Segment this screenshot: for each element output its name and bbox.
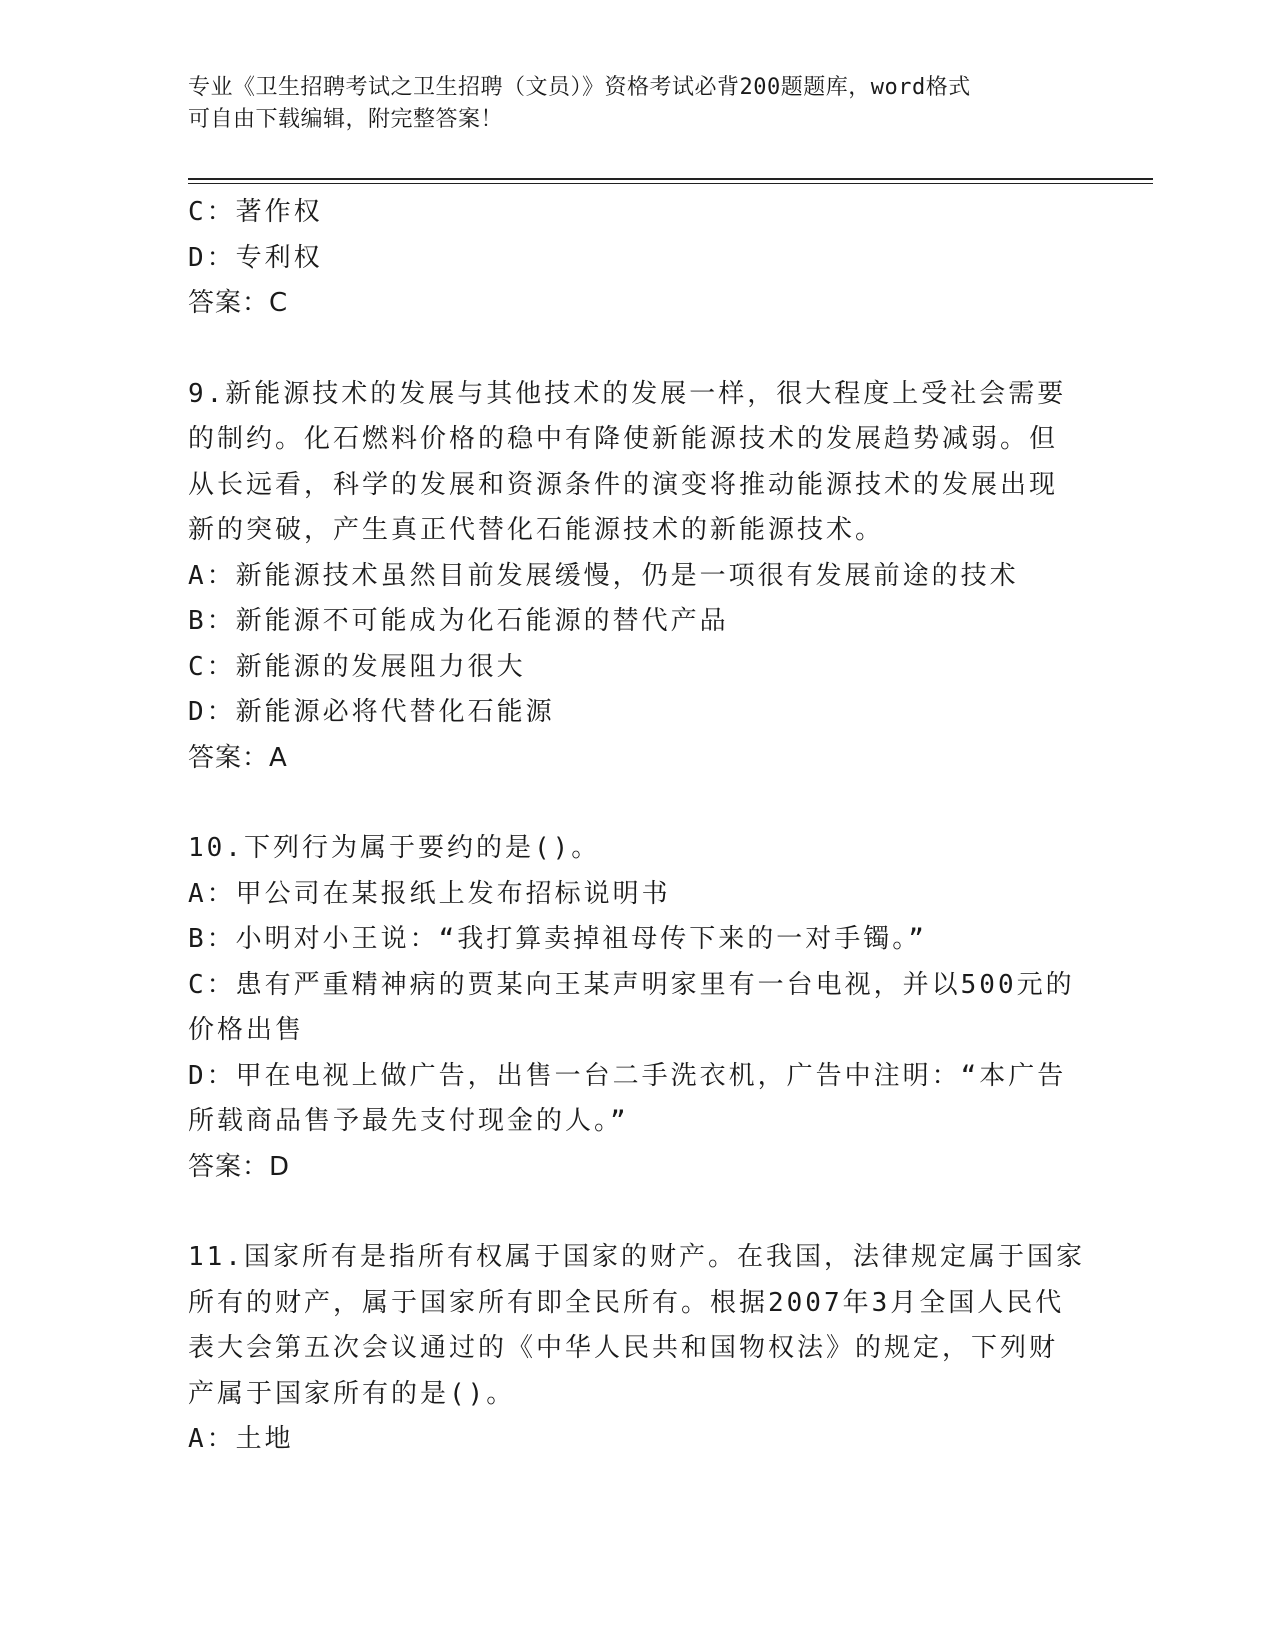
question-11 (188, 1235, 1088, 1463)
page-header (188, 72, 1088, 136)
question-stem-line: 10.下列行为属于要约的是()。 (188, 833, 601, 863)
option-line: C：著作权 (188, 197, 323, 227)
option-line: D：专利权 (188, 242, 323, 273)
answer-line: 答案：A (188, 742, 288, 773)
question-stem-line: 新的突破，产生真正代替化石能源技术的新能源技术。 (188, 515, 885, 545)
option-line: B：小明对小王说：“我打算卖掉祖母传下来的一对手镯。” (188, 924, 927, 954)
option-line: 价格出售 (188, 1015, 305, 1045)
question-stem-line: 9.新能源技术的发展与其他技术的发展一样，很大程度上受社会需要 (188, 378, 1067, 409)
option-line: D：新能源必将代替化石能源 (188, 697, 555, 727)
option-line: C：患有严重精神病的贾某向王某声明家里有一台电视，并以500元的 (188, 969, 1075, 1000)
header-title-line-1: 专业《卫生招聘考试之卫生招聘（文员）》资格考试必背200题题库，word格式 (188, 75, 971, 100)
answer-line: 答案：C (188, 288, 289, 318)
question-stem-line: 的制约。化石燃料价格的稳中有降使新能源技术的发展趋势减弱。但 (188, 424, 1059, 454)
option-line: A：甲公司在某报纸上发布招标说明书 (188, 878, 671, 909)
question-stem-line: 表大会第五次会议通过的《中华人民共和国物权法》的规定，下列财 (188, 1333, 1059, 1363)
option-line: B：新能源不可能成为化石能源的替代产品 (188, 606, 729, 636)
question-list (188, 190, 1088, 1463)
option-line: 所载商品售予最先支付现金的人。” (188, 1106, 629, 1136)
option-line: C：新能源的发展阻力很大 (188, 651, 526, 682)
question-stem-line: 所有的财产，属于国家所有即全民所有。根据2007年3月全国人民代 (188, 1287, 1065, 1318)
answer-line: 答案：D (188, 1151, 291, 1182)
question-stem-line: 11.国家所有是指所有权属于国家的财产。在我国，法律规定属于国家 (188, 1242, 1085, 1272)
header-divider-thin (188, 183, 1153, 184)
question-9 (188, 372, 1088, 782)
option-line: D：甲在电视上做广告，出售一台二手洗衣机，广告中注明：“本广告 (188, 1060, 1067, 1091)
option-line: A：新能源技术虽然目前发展缓慢，仍是一项很有发展前途的技术 (188, 560, 1019, 591)
question-stem-line: 从长远看，科学的发展和资源条件的演变将推动能源技术的发展出现 (188, 469, 1059, 500)
question-10 (188, 826, 1088, 1190)
question-stem-line: 产属于国家所有的是()。 (188, 1378, 516, 1409)
spacer (188, 781, 1088, 826)
spacer (188, 327, 1088, 372)
header-title-line-2: 可自由下载编辑，附完整答案！ (188, 107, 504, 132)
spacer (188, 1190, 1088, 1235)
option-line: A：土地 (188, 1424, 294, 1454)
header-divider-thick (188, 178, 1153, 180)
previous-question-tail (188, 190, 1088, 327)
